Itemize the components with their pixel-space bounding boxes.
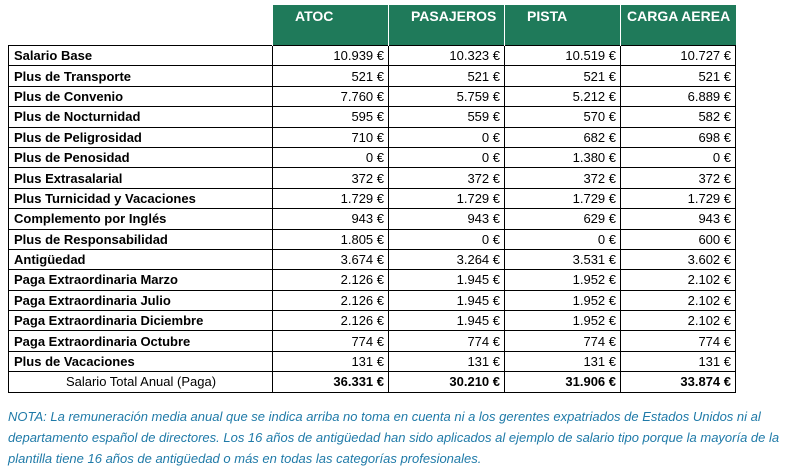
salary-table xyxy=(8,5,736,393)
header-pasajeros: PASAJEROS xyxy=(389,5,505,46)
value-cell: 710 € xyxy=(273,127,389,147)
table-row xyxy=(9,229,736,249)
table-row xyxy=(9,147,736,167)
value-cell: 0 € xyxy=(505,229,621,249)
table-row xyxy=(9,270,736,290)
row-label: Salario Base xyxy=(9,46,273,66)
value-cell: 0 € xyxy=(389,147,505,167)
value-cell: 1.729 € xyxy=(505,188,621,208)
value-cell: 1.729 € xyxy=(389,188,505,208)
table-row xyxy=(9,188,736,208)
header-row xyxy=(9,5,736,46)
value-cell: 774 € xyxy=(505,331,621,351)
row-label: Paga Extraordinaria Julio xyxy=(9,290,273,310)
row-label: Complemento por Inglés xyxy=(9,209,273,229)
value-cell: 6.889 € xyxy=(621,86,736,106)
value-cell: 943 € xyxy=(621,209,736,229)
value-cell: 595 € xyxy=(273,107,389,127)
value-cell: 131 € xyxy=(273,351,389,371)
value-cell: 774 € xyxy=(389,331,505,351)
value-cell: 2.102 € xyxy=(621,270,736,290)
header-carga-aerea: CARGA AEREA xyxy=(621,5,736,46)
value-cell: 2.126 € xyxy=(273,270,389,290)
value-cell: 3.531 € xyxy=(505,249,621,269)
total-value-cell: 31.906 € xyxy=(505,372,621,392)
value-cell: 3.674 € xyxy=(273,249,389,269)
value-cell: 7.760 € xyxy=(273,86,389,106)
row-label: Paga Extraordinaria Diciembre xyxy=(9,311,273,331)
table-row xyxy=(9,46,736,66)
value-cell: 1.945 € xyxy=(389,311,505,331)
value-cell: 0 € xyxy=(389,229,505,249)
table-row xyxy=(9,107,736,127)
value-cell: 559 € xyxy=(389,107,505,127)
value-cell: 10.939 € xyxy=(273,46,389,66)
row-label: Paga Extraordinaria Marzo xyxy=(9,270,273,290)
value-cell: 0 € xyxy=(389,127,505,147)
value-cell: 372 € xyxy=(389,168,505,188)
table-row xyxy=(9,351,736,371)
header-pista: PISTA xyxy=(505,5,621,46)
value-cell: 372 € xyxy=(273,168,389,188)
value-cell: 2.126 € xyxy=(273,311,389,331)
value-cell: 3.264 € xyxy=(389,249,505,269)
value-cell: 0 € xyxy=(273,147,389,167)
table-row xyxy=(9,66,736,86)
value-cell: 10.727 € xyxy=(621,46,736,66)
table-row xyxy=(9,290,736,310)
value-cell: 521 € xyxy=(389,66,505,86)
total-value-cell: 30.210 € xyxy=(389,372,505,392)
table-row xyxy=(9,209,736,229)
value-cell: 5.759 € xyxy=(389,86,505,106)
value-cell: 1.380 € xyxy=(505,147,621,167)
value-cell: 0 € xyxy=(621,147,736,167)
value-cell: 600 € xyxy=(621,229,736,249)
value-cell: 10.323 € xyxy=(389,46,505,66)
value-cell: 1.945 € xyxy=(389,270,505,290)
table-row xyxy=(9,331,736,351)
row-label: Plus de Penosidad xyxy=(9,147,273,167)
table-row xyxy=(9,127,736,147)
value-cell: 521 € xyxy=(621,66,736,86)
value-cell: 629 € xyxy=(505,209,621,229)
table-body xyxy=(9,46,736,393)
value-cell: 372 € xyxy=(505,168,621,188)
value-cell: 521 € xyxy=(273,66,389,86)
table-row xyxy=(9,249,736,269)
row-label: Plus de Responsabilidad xyxy=(9,229,273,249)
value-cell: 521 € xyxy=(505,66,621,86)
row-label: Paga Extraordinaria Octubre xyxy=(9,331,273,351)
value-cell: 943 € xyxy=(273,209,389,229)
footnote: NOTA: La remuneración media anual que se indica arriba no toma en cuenta ni a los gerentes expatriados de Estados Unidos ni al departamento español de directores. Los 16 años de antigüedad han sido aplicados al ejemplo de salario tipo porque la mayoría de la plantilla tiene 16 años de antigüedad o más en todas las categorías profesionales. xyxy=(8,409,780,466)
header-atoc: ATOC xyxy=(273,5,389,46)
total-row xyxy=(9,372,736,392)
row-label: Plus de Convenio xyxy=(9,86,273,106)
value-cell: 5.212 € xyxy=(505,86,621,106)
value-cell: 131 € xyxy=(505,351,621,371)
salary-table-container xyxy=(8,5,735,393)
value-cell: 10.519 € xyxy=(505,46,621,66)
row-label: Plus de Vacaciones xyxy=(9,351,273,371)
value-cell: 774 € xyxy=(621,331,736,351)
value-cell: 582 € xyxy=(621,107,736,127)
total-value-cell: 36.331 € xyxy=(273,372,389,392)
value-cell: 2.102 € xyxy=(621,290,736,310)
value-cell: 1.952 € xyxy=(505,311,621,331)
value-cell: 3.602 € xyxy=(621,249,736,269)
value-cell: 1.952 € xyxy=(505,270,621,290)
value-cell: 1.952 € xyxy=(505,290,621,310)
table-row xyxy=(9,311,736,331)
row-label: Plus Turnicidad y Vacaciones xyxy=(9,188,273,208)
row-label: Plus de Transporte xyxy=(9,66,273,86)
row-label: Plus de Peligrosidad xyxy=(9,127,273,147)
value-cell: 682 € xyxy=(505,127,621,147)
value-cell: 1.805 € xyxy=(273,229,389,249)
table-row xyxy=(9,168,736,188)
value-cell: 1.729 € xyxy=(273,188,389,208)
value-cell: 131 € xyxy=(621,351,736,371)
table-row xyxy=(9,86,736,106)
total-value-cell: 33.874 € xyxy=(621,372,736,392)
header-blank-cell xyxy=(9,5,273,46)
row-label: Plus de Nocturnidad xyxy=(9,107,273,127)
value-cell: 2.126 € xyxy=(273,290,389,310)
value-cell: 1.729 € xyxy=(621,188,736,208)
total-label: Salario Total Anual (Paga) xyxy=(9,372,273,392)
value-cell: 774 € xyxy=(273,331,389,351)
value-cell: 698 € xyxy=(621,127,736,147)
value-cell: 2.102 € xyxy=(621,311,736,331)
value-cell: 372 € xyxy=(621,168,736,188)
value-cell: 570 € xyxy=(505,107,621,127)
value-cell: 1.945 € xyxy=(389,290,505,310)
row-label: Antigüedad xyxy=(9,249,273,269)
row-label: Plus Extrasalarial xyxy=(9,168,273,188)
value-cell: 943 € xyxy=(389,209,505,229)
value-cell: 131 € xyxy=(389,351,505,371)
